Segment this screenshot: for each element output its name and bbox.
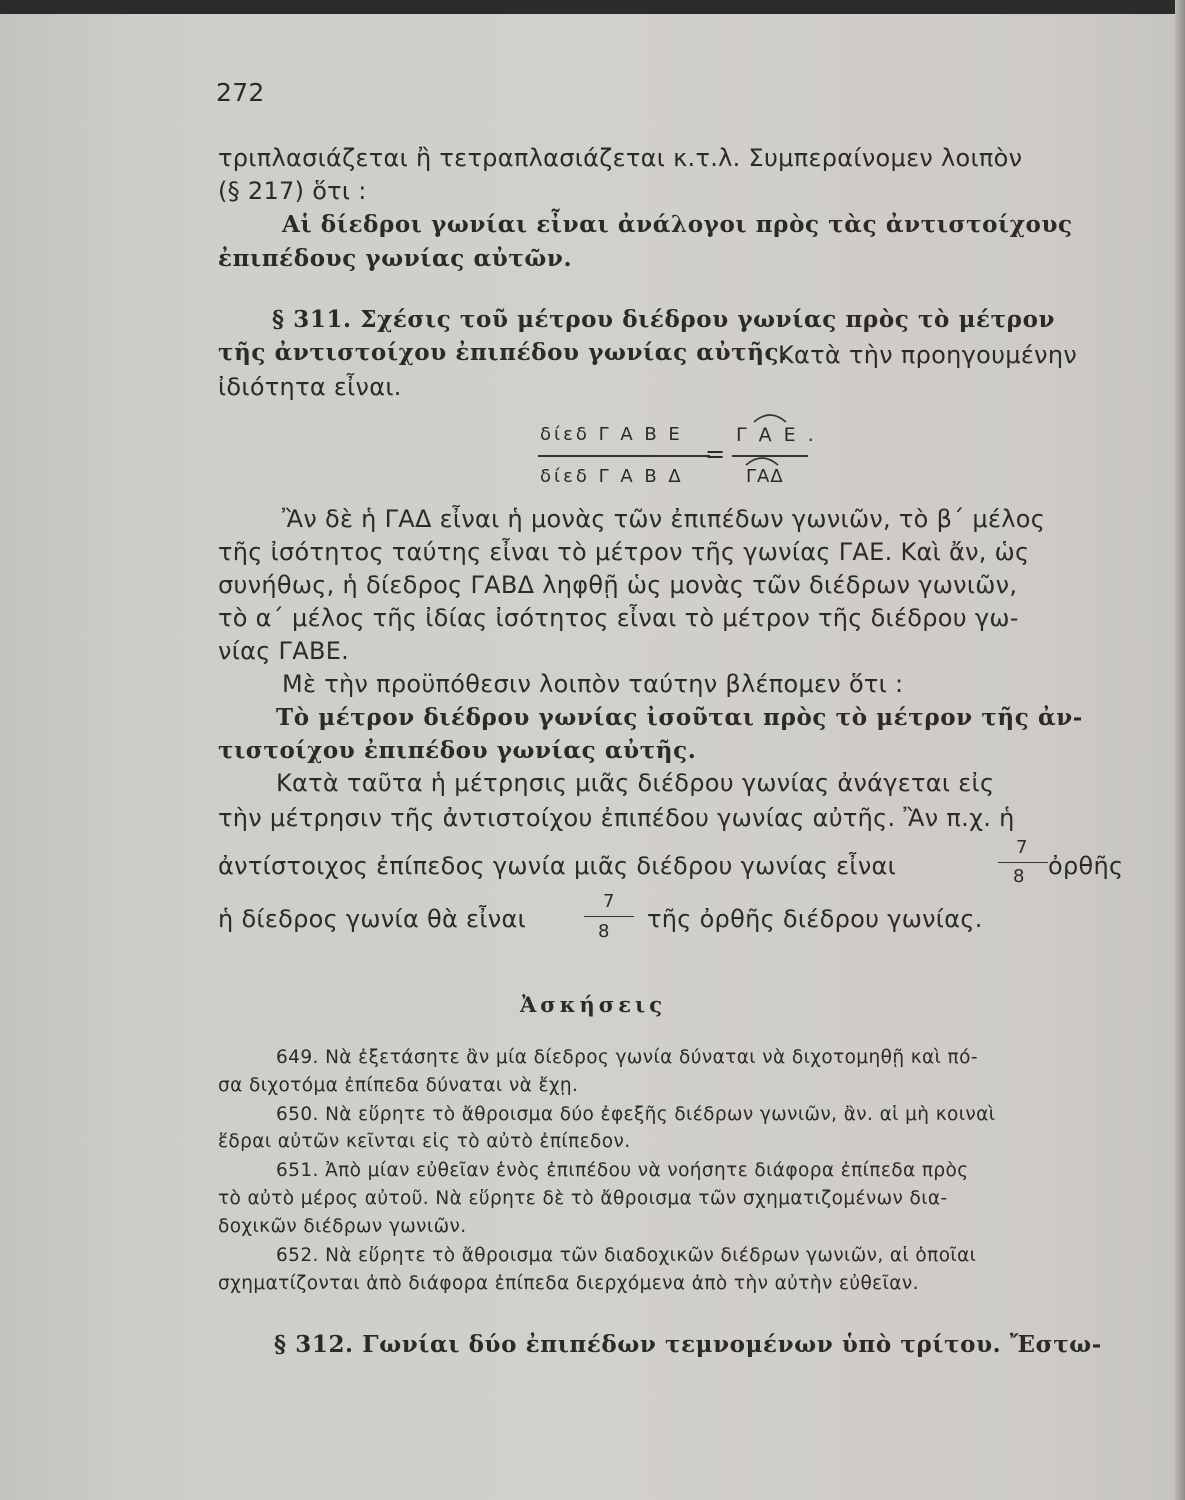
section-311-heading-cont: τῆς ἀντιστοίχου ἐπιπέδου γωνίας αὐτῆς. [218,339,788,366]
text-line: (§ 217) ὅτι : [218,177,367,205]
fraction-numerator: 7 [1016,837,1028,858]
text-line: τὸ α΄ μέλος τῆς ἰδίας ἰσότητος εἶναι τὸ μέτρον τῆς διέδρου γω- [218,604,1019,632]
fraction-denominator: 8 [598,921,610,942]
text-line: Κατὰ ταῦτα ἡ μέτρησις μιᾶς διέδρου γωνίας ἀνάγεται εἰς [276,769,995,797]
section-312-heading: § 312. Γωνίαι δύο ἐπιπέδων τεμνομένων ὑπὸ τρίτου. Ἔστω- [274,1331,1102,1358]
exercises-title: Ἀσκήσεις [520,992,666,1017]
text-line: συνήθως, ἡ δίεδρος ΓΑΒΔ ληφθῇ ὡς μονὰς τῶν διέδρων γωνιῶν, [218,571,1018,599]
theorem-line: τιστοίχου ἐπιπέδου γωνίας αὐτῆς. [218,737,697,764]
exercise-line: 651. Ἀπὸ μίαν εὐθεῖαν ἑνὸς ἐπιπέδου νὰ νοήσητε διάφορα ἐπίπεδα πρὸς [276,1160,969,1181]
scan-top-edge [0,0,1185,14]
exercise-line: σχηματίζονται ἀπὸ διάφορα ἐπίπεδα διερχόμενα ἀπὸ τὴν αὐτὴν εὐθεῖαν. [218,1273,919,1294]
angle-arc-denominator [744,453,780,467]
fraction-numerator: 7 [603,891,615,912]
exercise-line: 652. Νὰ εὕρητε τὸ ἄθροισμα τῶν διαδοχικῶν διέδρων γωνιῶν, αἱ ὁποῖαι [276,1245,977,1266]
text-line: Μὲ τὴν προϋπόθεσιν λοιπὸν ταύτην βλέπομεν ὅτι : [282,670,904,698]
fraction-bar [584,916,634,917]
exercise-line: 649. Νὰ ἐξετάσητε ἂν μία δίεδρος γωνία δύναται νὰ διχοτομηθῇ καὶ πό- [276,1047,978,1068]
text-line: Κατὰ τὴν προηγουμένην [778,341,1078,369]
formula-numerator-right: Γ Α Ε . [736,424,817,446]
text-line: τῆς ὀρθῆς διέδρου γωνίας. [647,905,983,933]
theorem-line: Αἱ δίεδροι γωνίαι εἶναι ἀνάλογοι πρὸς τὰς ἀντιστοίχους [282,211,1073,238]
fraction-bar [998,862,1048,863]
fraction-bar-left [538,455,710,457]
exercise-line: δοχικῶν διέδρων γωνιῶν. [218,1216,467,1237]
text-line: ἡ δίεδρος γωνία θὰ εἶναι [218,905,526,933]
scan-right-edge [1175,0,1185,1500]
formula-equals: = [705,440,726,468]
text-line: τῆς ἰσότητος ταύτης εἶναι τὸ μέτρον τῆς γωνίας ΓΑΕ. Καὶ ἄν, ὡς [218,538,1030,566]
formula-numerator-left: δίεδ Γ Α Β Ε [540,424,683,445]
theorem-line: Τὸ μέτρον διέδρου γωνίας ἰσοῦται πρὸς τὸ μέτρον τῆς ἀν- [276,704,1083,731]
text-line: ἰδιότητα εἶναι. [218,373,402,401]
text-line: ἀντίστοιχος ἐπίπεδος γωνία μιᾶς διέδρου γωνίας εἶναι [218,852,897,880]
text-line: νίας ΓΑΒΕ. [218,637,350,665]
formula-denominator-right: ΓΑΔ [746,466,784,487]
exercise-line: ἕδραι αὐτῶν κεῖνται εἰς τὸ αὐτὸ ἐπίπεδον. [218,1131,631,1152]
page-number: 272 [216,78,265,107]
exercise-line: σα διχοτόμα ἐπίπεδα δύναται νὰ ἔχῃ. [218,1075,579,1096]
text-line: τριπλασιάζεται ἢ τετραπλασιάζεται κ.τ.λ. Συμπεραίνομεν λοιπὸν [218,144,1023,172]
theorem-line: ἐπιπέδους γωνίας αὐτῶν. [218,245,573,272]
angle-arc-numerator [752,410,788,424]
exercise-line: τὸ αὐτὸ μέρος αὐτοῦ. Νὰ εὕρητε δὲ τὸ ἄθροισμα τῶν σχηματιζομένων δια- [218,1188,948,1209]
text-line: τὴν μέτρησιν τῆς ἀντιστοίχου ἐπιπέδου γωνίας αὐτῆς. Ἂν π.χ. ἡ [218,804,1015,832]
section-311-heading: § 311. Σχέσις τοῦ μέτρου διέδρου γωνίας πρὸς τὸ μέτρον [272,306,1056,333]
text-line: ὀρθῆς [1048,852,1124,880]
text-line: Ἂν δὲ ἡ ΓΑΔ εἶναι ἡ μονὰς τῶν ἐπιπέδων γωνιῶν, τὸ β΄ μέλος [282,505,1046,533]
exercise-line: 650. Νὰ εὕρητε τὸ ἄθροισμα δύο ἐφεξῆς διέδρων γωνιῶν, ἂν. αἱ μὴ κοιναὶ [276,1104,996,1125]
formula-denominator-left: δίεδ Γ Α Β Δ [540,466,684,487]
fraction-denominator: 8 [1013,866,1025,887]
